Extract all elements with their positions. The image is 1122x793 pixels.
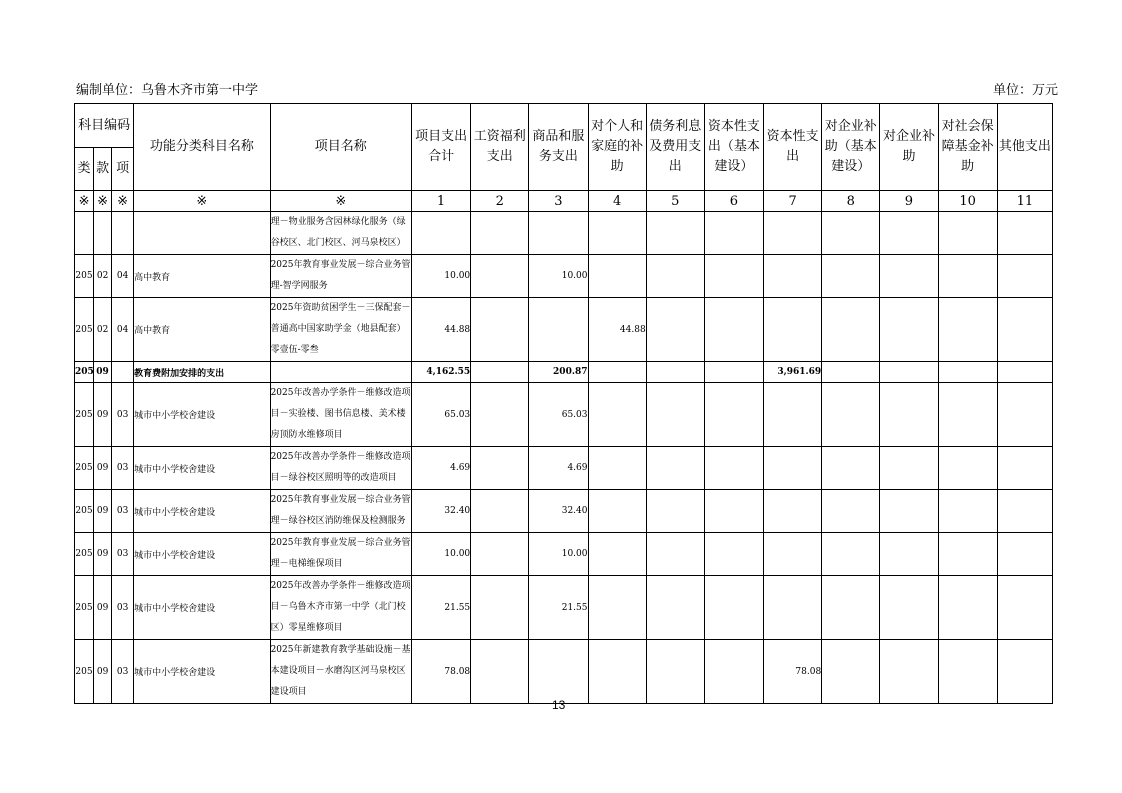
item-cell: 04 [112, 298, 134, 362]
project-name-cell: 2025年新建教育教学基础设施－基本建设项目－水磨沟区河马泉校区建设项目 [270, 640, 411, 704]
mark-cell: ※ [112, 191, 134, 212]
value-cell [764, 533, 822, 576]
project-name-cell: 2025年改善办学条件－维修改造项目－实验楼、图书信息楼、美术楼房顶防水维修项目 [270, 383, 411, 447]
value-cell [471, 576, 529, 640]
value-cell [471, 212, 529, 255]
value-cell [764, 447, 822, 490]
function-name-cell: 城市中小学校舍建设 [134, 447, 270, 490]
value-cell [646, 362, 704, 383]
function-name-cell: 城市中小学校舍建设 [134, 640, 270, 704]
value-cell [880, 383, 938, 447]
project-name-cell: 2025年改善办学条件－维修改造项目－绿谷校区照明等的改造项目 [270, 447, 411, 490]
value-cell: 78.08 [764, 640, 822, 704]
value-cell [704, 212, 763, 255]
value-cell [529, 298, 588, 362]
class-cell: 205 [75, 576, 94, 640]
col4-header: 对个人和家庭的补助 [588, 104, 646, 191]
project-name-cell: 2025年教育事业发展－综合业务管理-智学网服务 [270, 255, 411, 298]
col10-header: 对社会保障基金补助 [938, 104, 997, 191]
value-cell [471, 383, 529, 447]
mark-cell: ※ [270, 191, 411, 212]
function-name-cell: 城市中小学校舍建设 [134, 576, 270, 640]
mark-cell: 1 [411, 191, 470, 212]
value-cell [764, 383, 822, 447]
item-cell: 03 [112, 447, 134, 490]
section-cell: 02 [94, 298, 112, 362]
value-cell [938, 298, 997, 362]
item-cell: 03 [112, 640, 134, 704]
value-cell [588, 640, 646, 704]
project-name-cell: 2025年改善办学条件－维修改造项目－乌鲁木齐市第一中学（北门校区）零星维修项目 [270, 576, 411, 640]
value-cell [997, 383, 1052, 447]
value-cell [997, 447, 1052, 490]
table-row [75, 533, 1053, 576]
value-cell [822, 576, 880, 640]
value-cell [704, 533, 763, 576]
value-cell [646, 255, 704, 298]
value-cell [822, 490, 880, 533]
value-cell [704, 447, 763, 490]
value-cell: 21.55 [529, 576, 588, 640]
value-cell [997, 255, 1052, 298]
value-cell [938, 576, 997, 640]
value-cell [938, 490, 997, 533]
item-cell [112, 362, 134, 383]
mark-cell: 7 [764, 191, 822, 212]
value-cell [764, 298, 822, 362]
section-cell: 09 [94, 383, 112, 447]
value-cell [471, 447, 529, 490]
section-cell: 09 [94, 490, 112, 533]
function-name-header: 功能分类科目名称 [134, 104, 270, 191]
class-header: 类 [75, 148, 94, 191]
item-cell [112, 212, 134, 255]
value-cell: 44.88 [411, 298, 470, 362]
value-cell: 200.87 [529, 362, 588, 383]
project-expenditure-table [74, 103, 1053, 704]
class-cell: 205 [75, 490, 94, 533]
project-name-header: 项目名称 [270, 104, 411, 191]
mark-cell: 4 [588, 191, 646, 212]
class-cell: 205 [75, 383, 94, 447]
value-cell [411, 212, 470, 255]
mark-cell: 8 [822, 191, 880, 212]
project-name-cell: 2025年资助贫困学生－三保配套－普通高中国家助学金（地县配套）零壹伍-零叁 [270, 298, 411, 362]
value-cell: 10.00 [411, 255, 470, 298]
section-cell: 09 [94, 640, 112, 704]
col5-header: 债务利息及费用支出 [646, 104, 704, 191]
value-cell [997, 298, 1052, 362]
value-cell [822, 383, 880, 447]
value-cell [704, 298, 763, 362]
value-cell: 78.08 [411, 640, 470, 704]
value-cell [646, 490, 704, 533]
value-cell [704, 640, 763, 704]
section-header: 款 [94, 148, 112, 191]
class-cell: 205 [75, 255, 94, 298]
value-cell: 4,162.55 [411, 362, 470, 383]
value-cell [588, 447, 646, 490]
value-cell [588, 362, 646, 383]
value-cell [880, 576, 938, 640]
class-cell: 205 [75, 362, 94, 383]
item-cell: 03 [112, 533, 134, 576]
table-row [75, 576, 1053, 640]
mark-cell: 11 [997, 191, 1052, 212]
value-cell [764, 490, 822, 533]
value-cell [938, 212, 997, 255]
value-cell [880, 255, 938, 298]
col11-header: 其他支出 [997, 104, 1052, 191]
class-cell: 205 [75, 640, 94, 704]
section-cell: 09 [94, 447, 112, 490]
value-cell [471, 490, 529, 533]
value-cell [938, 533, 997, 576]
project-name-cell [270, 362, 411, 383]
value-cell [588, 212, 646, 255]
value-cell: 32.40 [411, 490, 470, 533]
value-cell [997, 640, 1052, 704]
value-cell: 32.40 [529, 490, 588, 533]
value-cell [938, 362, 997, 383]
section-cell: 09 [94, 576, 112, 640]
col3-header: 商品和服务支出 [529, 104, 588, 191]
mark-cell: 10 [938, 191, 997, 212]
function-name-cell: 城市中小学校舍建设 [134, 533, 270, 576]
col2-header: 工资福利支出 [471, 104, 529, 191]
function-name-cell: 城市中小学校舍建设 [134, 383, 270, 447]
mark-cell: ※ [75, 191, 94, 212]
value-cell [880, 212, 938, 255]
value-cell: 4.69 [411, 447, 470, 490]
value-cell: 10.00 [529, 533, 588, 576]
value-cell [822, 447, 880, 490]
value-cell [471, 533, 529, 576]
value-cell [646, 212, 704, 255]
table-row [75, 447, 1053, 490]
class-cell: 205 [75, 447, 94, 490]
section-cell: 09 [94, 533, 112, 576]
value-cell [764, 212, 822, 255]
value-cell: 65.03 [529, 383, 588, 447]
code-group-header: 科目编码 [75, 104, 134, 148]
mark-cell: 3 [529, 191, 588, 212]
value-cell: 44.88 [588, 298, 646, 362]
value-cell [471, 362, 529, 383]
value-cell [704, 490, 763, 533]
value-cell [704, 383, 763, 447]
compiling-unit-label: 编制单位：乌鲁木齐市第一中学 [76, 83, 259, 98]
mark-cell: ※ [134, 191, 270, 212]
section-cell [94, 212, 112, 255]
value-cell [471, 298, 529, 362]
value-cell [880, 490, 938, 533]
currency-unit-label: 单位：万元 [993, 83, 1059, 98]
value-cell [471, 640, 529, 704]
value-cell [646, 298, 704, 362]
value-cell [764, 576, 822, 640]
value-cell [822, 533, 880, 576]
value-cell [646, 576, 704, 640]
section-cell: 02 [94, 255, 112, 298]
value-cell: 10.00 [529, 255, 588, 298]
mark-cell: 2 [471, 191, 529, 212]
col9-header: 对企业补助 [880, 104, 938, 191]
value-cell [588, 383, 646, 447]
function-name-cell: 高中教育 [134, 255, 270, 298]
table-row [75, 490, 1053, 533]
value-cell [938, 255, 997, 298]
value-cell [588, 576, 646, 640]
value-cell [822, 298, 880, 362]
section-cell: 09 [94, 362, 112, 383]
item-cell: 03 [112, 490, 134, 533]
class-cell: 205 [75, 298, 94, 362]
value-cell [588, 533, 646, 576]
value-cell [764, 255, 822, 298]
table-row [75, 255, 1053, 298]
function-name-cell: 教育费附加安排的支出 [134, 362, 270, 383]
project-name-cell: 2025年教育事业发展－综合业务管理－电梯维保项目 [270, 533, 411, 576]
table-row [75, 640, 1053, 704]
value-cell: 4.69 [529, 447, 588, 490]
function-name-cell [134, 212, 270, 255]
item-cell: 03 [112, 383, 134, 447]
item-cell: 03 [112, 576, 134, 640]
mark-cell: ※ [94, 191, 112, 212]
value-cell [529, 212, 588, 255]
mark-cell: 6 [704, 191, 763, 212]
value-cell [704, 362, 763, 383]
value-cell: 65.03 [411, 383, 470, 447]
value-cell [529, 640, 588, 704]
value-cell [646, 447, 704, 490]
table-row [75, 212, 1053, 255]
project-name-cell: 2025年教育事业发展－综合业务管理－绿谷校区消防维保及检测服务 [270, 490, 411, 533]
item-cell: 04 [112, 255, 134, 298]
value-cell [822, 255, 880, 298]
value-cell [822, 212, 880, 255]
value-cell [880, 298, 938, 362]
value-cell [880, 362, 938, 383]
value-cell: 3,961.69 [764, 362, 822, 383]
value-cell [997, 533, 1052, 576]
mark-cell: 5 [646, 191, 704, 212]
class-cell: 205 [75, 533, 94, 576]
table-row [75, 298, 1053, 362]
table-row [75, 383, 1053, 447]
value-cell [704, 255, 763, 298]
col1-header: 项目支出合计 [411, 104, 470, 191]
value-cell [997, 362, 1052, 383]
value-cell: 10.00 [411, 533, 470, 576]
value-cell [822, 640, 880, 704]
value-cell [822, 362, 880, 383]
value-cell [880, 447, 938, 490]
value-cell [646, 533, 704, 576]
value-cell [646, 640, 704, 704]
mark-cell: 9 [880, 191, 938, 212]
value-cell [997, 212, 1052, 255]
value-cell [938, 640, 997, 704]
col8-header: 对企业补助（基本建设） [822, 104, 880, 191]
value-cell [938, 383, 997, 447]
value-cell [646, 383, 704, 447]
value-cell [588, 490, 646, 533]
value-cell [880, 640, 938, 704]
value-cell [704, 576, 763, 640]
function-name-cell: 高中教育 [134, 298, 270, 362]
value-cell [997, 490, 1052, 533]
col6-header: 资本性支出（基本建设） [704, 104, 763, 191]
value-cell [588, 255, 646, 298]
column-index-row [75, 191, 1053, 212]
value-cell [938, 447, 997, 490]
function-name-cell: 城市中小学校舍建设 [134, 490, 270, 533]
value-cell [880, 533, 938, 576]
subtotal-row [75, 362, 1053, 383]
project-name-cell: 理－物业服务含园林绿化服务（绿谷校区、北门校区、河马泉校区） [270, 212, 411, 255]
item-header: 项 [112, 148, 134, 191]
col7-header: 资本性支出 [764, 104, 822, 191]
value-cell: 21.55 [411, 576, 470, 640]
value-cell [471, 255, 529, 298]
class-cell [75, 212, 94, 255]
value-cell [997, 576, 1052, 640]
page-number: 13 [552, 698, 566, 712]
